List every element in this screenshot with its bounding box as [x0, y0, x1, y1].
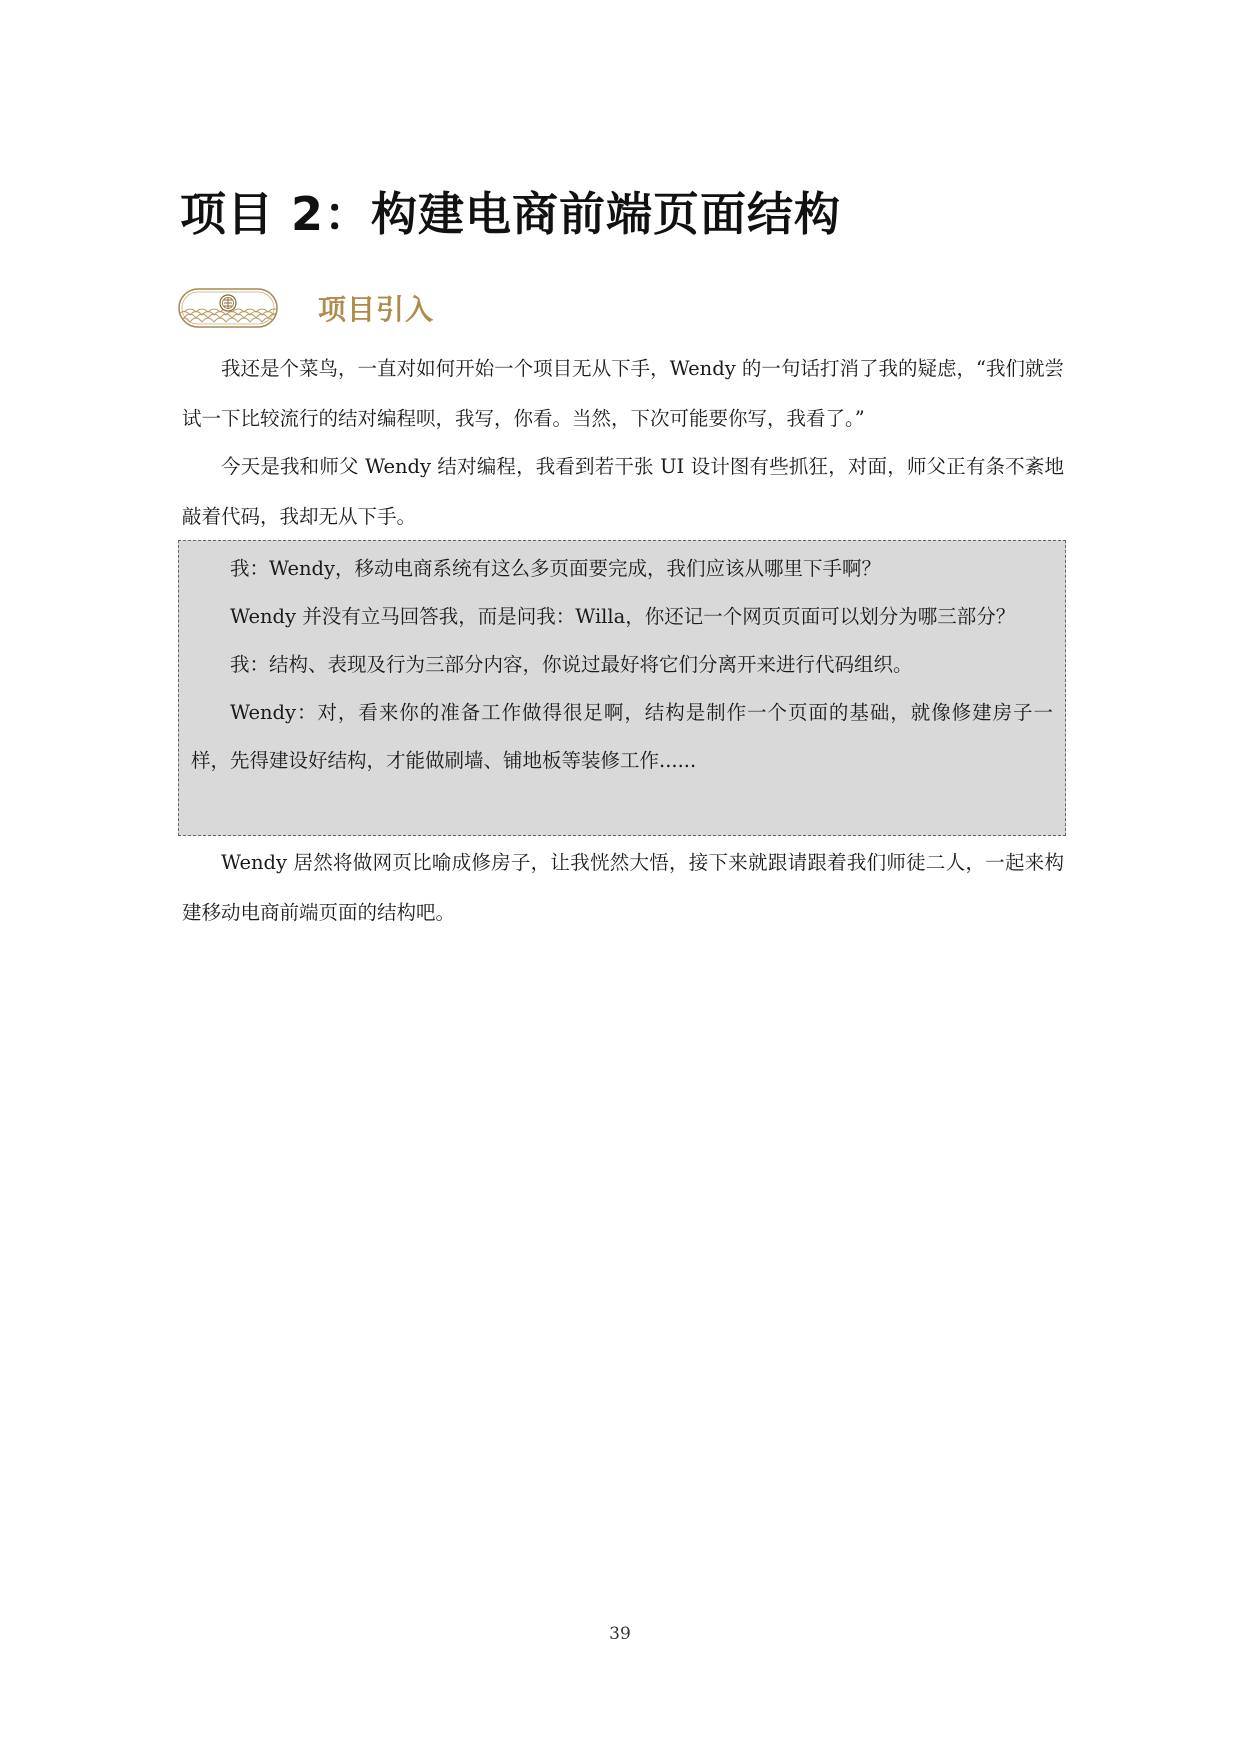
dialog-line: 我：结构、表现及行为三部分内容，你说过最好将它们分离开来进行代码组织。	[230, 653, 913, 676]
section-header	[178, 286, 434, 330]
wave-seal-badge-icon	[178, 288, 278, 328]
dialog-box	[178, 540, 1066, 836]
dialog-line: 我：Wendy，移动电商系统有这么多页面要完成，我们应该从哪里下手啊？	[230, 557, 882, 580]
section-title: 项目引入	[318, 293, 435, 326]
intro-paragraph-1	[182, 344, 1064, 444]
page-number: 39	[609, 1624, 631, 1644]
outro-paragraph	[182, 838, 1064, 938]
paragraph-text: Wendy 居然将做网页比喻成修房子，让我恍然大悟，接下来就跟请跟着我们师徒二人，一起来构建移动电商前端页面的结构吧。	[182, 851, 1064, 924]
page-title: 项目 2：构建电商前端页面结构	[180, 187, 842, 241]
paragraph-text: 今天是我和师父 Wendy 结对编程，我看到若干张 UI 设计图有些抓狂，对面，师父正有条不紊地敲着代码，我却无从下手。	[182, 455, 1064, 528]
dialog-line: Wendy 并没有立马回答我，而是问我：Willa，你还记一个网页页面可以划分为哪三部分？	[230, 605, 1016, 628]
intro-paragraph-2	[182, 442, 1064, 542]
paragraph-text: 我还是个菜鸟，一直对如何开始一个项目无从下手，Wendy 的一句话打消了我的疑虑，“我们就尝试一下比较流行的结对编程呗，我写，你看。当然，下次可能要你写，我看了。”	[182, 357, 1064, 430]
dialog-line: Wendy：对，看来你的准备工作做得很足啊，结构是制作一个页面的基础，就像修建房子一样，先得建设好结构，才能做刷墙、铺地板等装修工作......	[191, 701, 1053, 772]
